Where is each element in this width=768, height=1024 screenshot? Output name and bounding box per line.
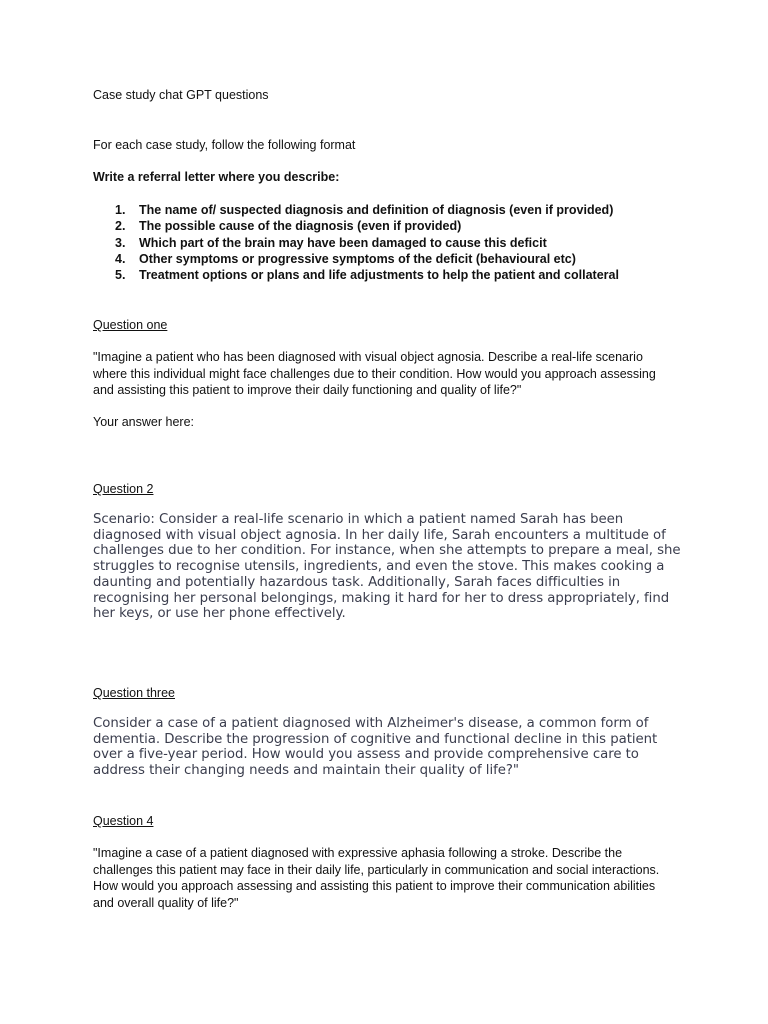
question-two-text: Scenario: Consider a real-life scenario in which a patient named Sarah has been diagnosed with visual object agnosia. In her daily life, Sarah encounters a multitude of challenges due to her condition. For instance, when she attempts to prepare a meal, she struggles to recognise utensils, ingredients, and even the stove. This makes cooking a daunting and potentially hazardous task. Additionally, Sarah faces difficulties in recognising her personal belongings, making it hard for her to dress appropriately, find her keys, or use her phone effectively.	[93, 512, 681, 622]
list-item: 4. Other symptoms or progressive symptoms of the deficit (behavioural etc)	[115, 251, 576, 266]
question-one-text: "Imagine a patient who has been diagnosed with visual object agnosia. Describe a real-life scenario where this individual might face challenges due to their condition. How would you approach assessing and assisting this patient to improve their daily functioning and quality of life?"	[93, 350, 656, 397]
list-item: 5. Treatment options or plans and life adjustments to help the patient and collateral	[115, 268, 619, 283]
list-item: 1. The name of/ suspected diagnosis and definition of diagnosis (even if provided)	[115, 203, 614, 217]
question-one-heading: Question one	[93, 318, 168, 332]
question-three-text: Consider a case of a patient diagnosed with Alzheimer's disease, a common form of dementia. Describe the progression of cognitive and functional decline in this patient over a five-year period. How would you assess and provide comprehensive care to address their changing needs and maintain their quality of life?"	[93, 716, 658, 779]
question-three-heading: Question three	[93, 686, 175, 700]
question-two-heading: Question 2	[93, 482, 154, 496]
list-item: 2. The possible cause of the diagnosis (even if provided)	[115, 219, 462, 234]
answer-label: Your answer here:	[93, 415, 194, 429]
referral-heading: Write a referral letter where you describe:	[93, 170, 340, 184]
format-intro: For each case study, follow the following format	[93, 138, 356, 152]
requirements-list	[93, 202, 619, 283]
list-item: 3. Which part of the brain may have been damaged to cause this deficit	[115, 235, 547, 250]
document-title: Case study chat GPT questions	[93, 88, 269, 102]
question-four-text: "Imagine a case of a patient diagnosed with expressive aphasia following a stroke. Describe the challenges this patient may face in their daily life, particularly in communication and social interactions. How would you approach assessing and assisting this patient to improve their communication abilities and overall quality of life?"	[93, 846, 660, 910]
question-four-heading: Question 4	[93, 814, 154, 828]
